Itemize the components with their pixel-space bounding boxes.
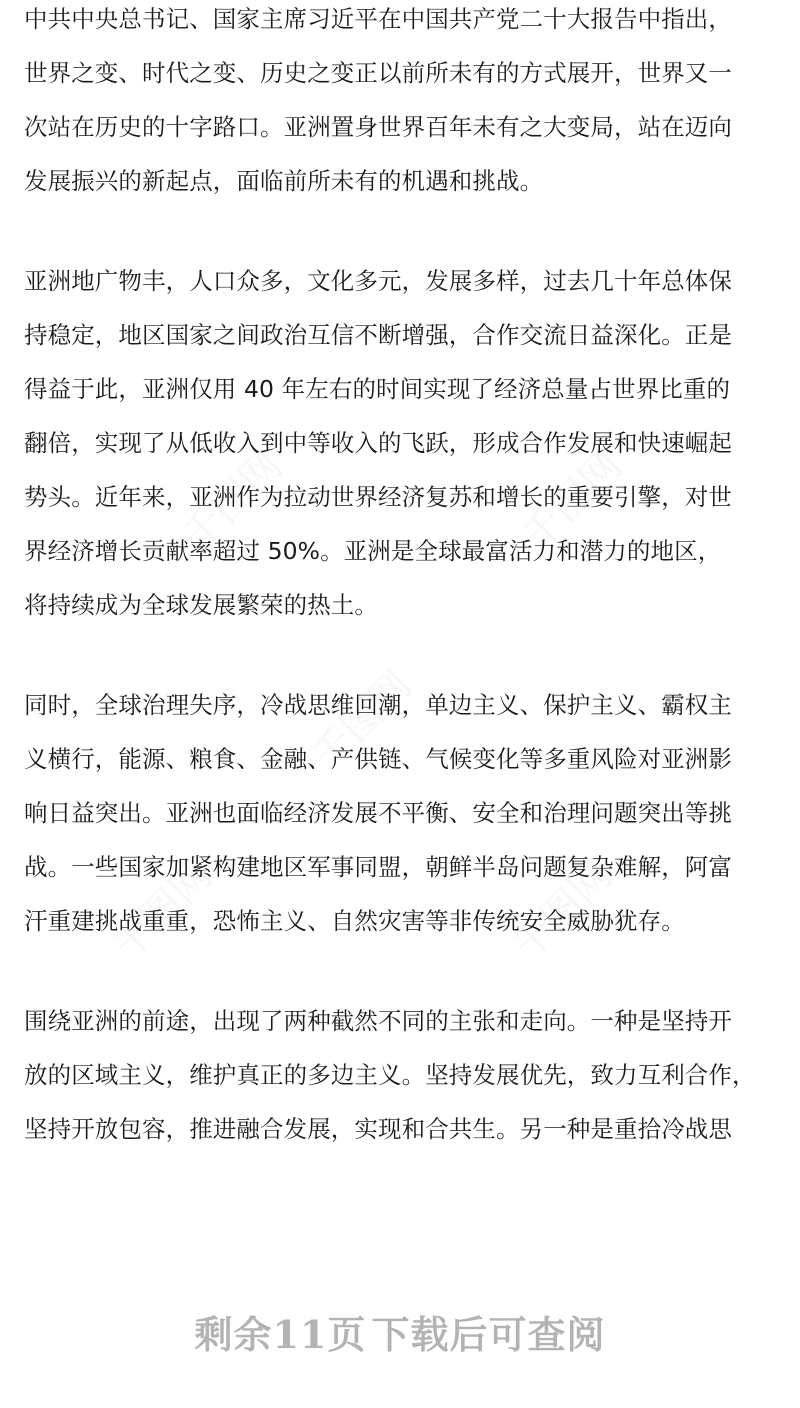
text-line: 亚洲地广物丰，人口众多，文化多元，发展多样，过去几十年总体保	[24, 267, 732, 295]
text-line: 中共中央总书记、国家主席习近平在中国共产党二十大报告中指出，	[24, 5, 732, 33]
text-line: 同时，全球治理失序，冷战思维回潮，单边主义、保护主义、霸权主	[24, 691, 732, 719]
text-line: 放的区域主义，维护真正的多边主义。坚持发展优先，致力互利合作，	[24, 1061, 756, 1089]
text-line: 势头。近年来，亚洲作为拉动世界经济复苏和增长的重要引擎，对世	[24, 483, 732, 511]
text-line: 发展振兴的新起点，面临前所未有的机遇和挑战。	[24, 167, 544, 195]
paragraph	[24, 678, 780, 948]
watermark: 千图网	[503, 852, 622, 970]
text-line: 翻倍，实现了从低收入到中等收入的飞跃，形成合作发展和快速崛起	[24, 429, 732, 457]
text-line: 汗重建挑战重重，恐怖主义、自然灾害等非传统安全威胁犹存。	[24, 907, 685, 935]
watermark: 千图网	[103, 852, 222, 970]
text-line: 战。一些国家加紧构建地区军事同盟，朝鲜半岛问题复杂难解，阿富	[24, 853, 732, 881]
text-line: 得益于此，亚洲仅用 40 年左右的时间实现了经济总量占世界比重的	[24, 375, 731, 403]
watermark: 千图网	[173, 442, 292, 560]
text-line: 世界之变、时代之变、历史之变正以前所未有的方式展开，世界又一	[24, 59, 732, 87]
text-line: 次站在历史的十字路口。亚洲置身世界百年未有之大变局，站在迈向	[24, 113, 732, 141]
paragraph	[24, 994, 780, 1156]
download-prompt[interactable]	[0, 1304, 800, 1364]
paragraph	[24, 0, 780, 208]
paragraph	[24, 254, 780, 632]
text-line: 坚持开放包容，推进融合发展，实现和合共生。另一种是重拾冷战思	[24, 1115, 732, 1143]
watermark: 千图网	[303, 662, 422, 780]
text-line: 响日益突出。亚洲也面临经济发展不平衡、安全和治理问题突出等挑	[24, 799, 732, 827]
text-line: 义横行，能源、粮食、金融、产供链、气候变化等多重风险对亚洲影	[24, 745, 732, 773]
text-line: 持稳定，地区国家之间政治互信不断增强，合作交流日益深化。正是	[24, 321, 732, 349]
remaining-pages-label: 剩余11页	[194, 1312, 367, 1357]
watermark: 千图网	[513, 442, 632, 560]
text-line: 围绕亚洲的前途，出现了两种截然不同的主张和走向。一种是坚持开	[24, 1007, 732, 1035]
text-line: 将持续成为全球发展繁荣的热土。	[24, 591, 378, 619]
download-hint-label: 下载后可查阅	[371, 1312, 606, 1357]
document-body	[24, 0, 780, 1202]
text-line: 界经济增长贡献率超过 50%。亚洲是全球最富活力和潜力的地区，	[24, 537, 722, 565]
